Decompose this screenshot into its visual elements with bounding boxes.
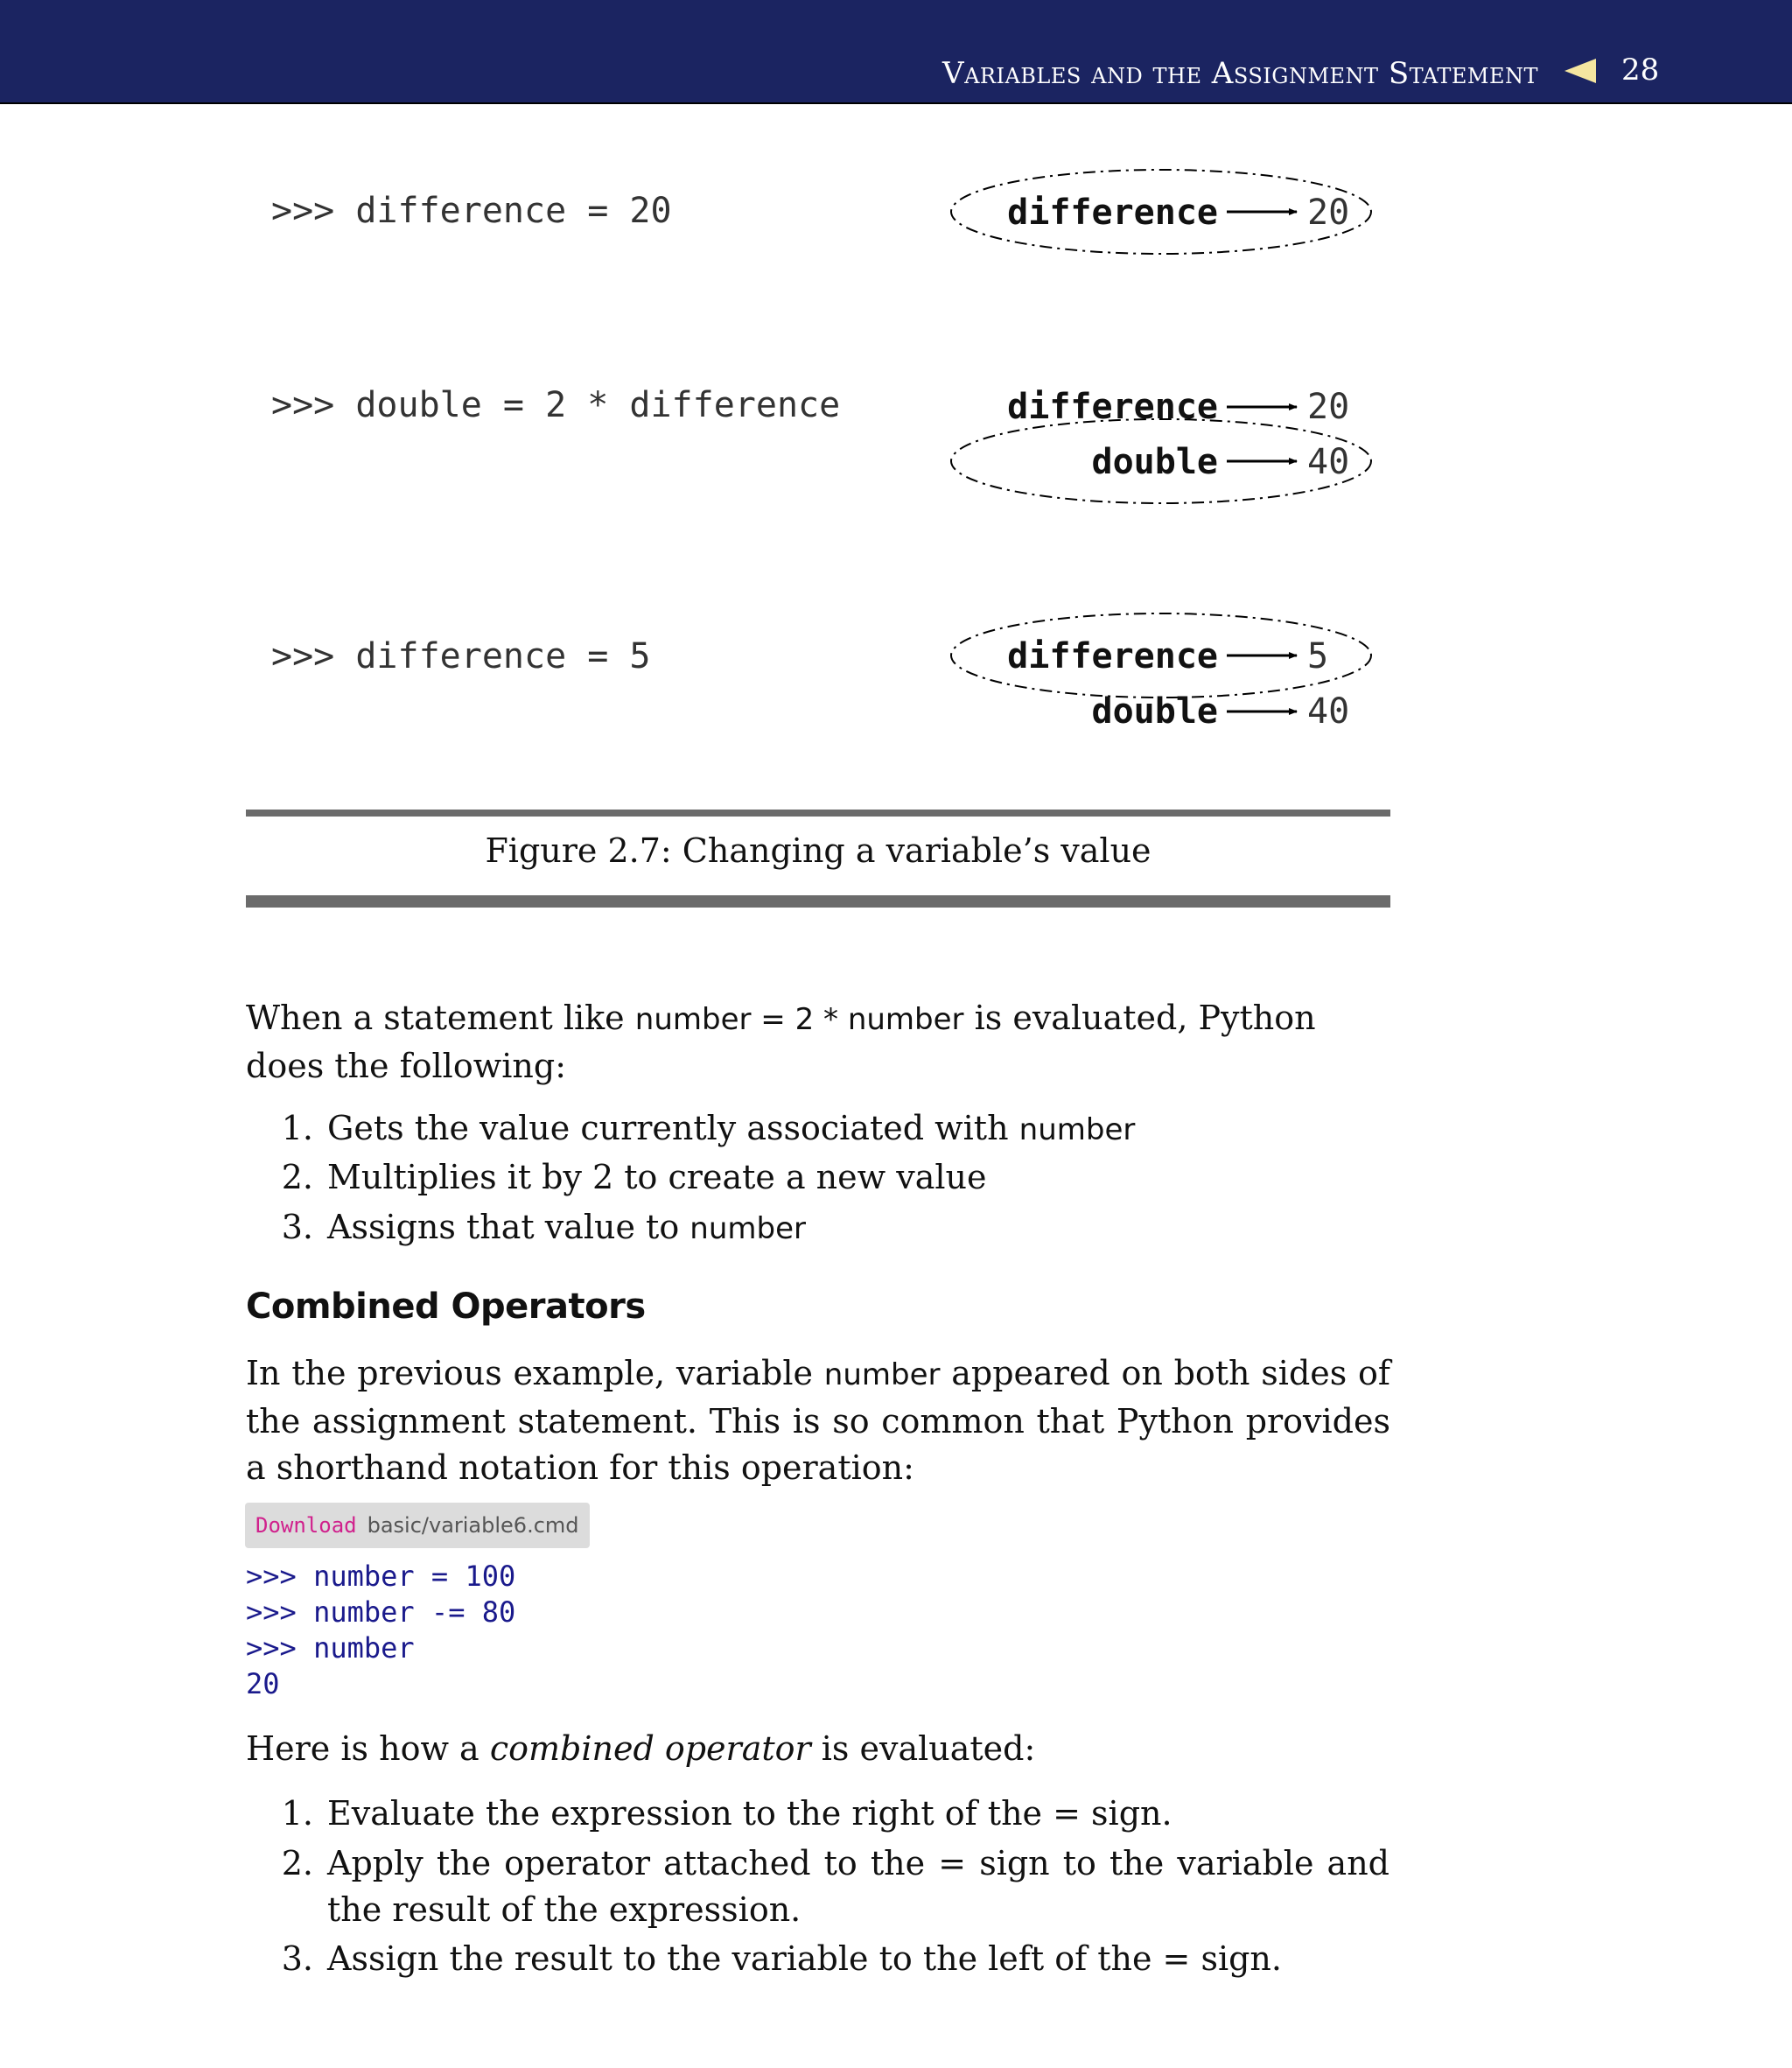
list-item: 2. Multiplies it by 2 to create a new value (281, 1158, 987, 1196)
download-link[interactable] (245, 1503, 590, 1548)
variable-name: difference (1007, 193, 1218, 233)
code-line: >>> number -= 80 (246, 1595, 516, 1629)
figure-bottom-rule (246, 895, 1390, 908)
variable-name: double (1091, 691, 1218, 732)
running-title: Variables and the Assignment Statement (942, 56, 1538, 91)
variable-value: 40 (1307, 691, 1350, 732)
figure-code-line: >>> difference = 20 (271, 191, 672, 231)
intro-paragraph: When a statement like number = 2 * number is evaluated, Python does the following: (246, 999, 1316, 1085)
variable-name: difference (1007, 387, 1218, 427)
inline-code: number (690, 1211, 806, 1246)
variable-value: 20 (1307, 387, 1350, 427)
page-number: 28 (1621, 53, 1660, 88)
inline-code: number = 2 * number (634, 1002, 964, 1037)
code-line: >>> number = 100 (246, 1560, 516, 1593)
inline-code: number (823, 1357, 941, 1392)
download-label[interactable]: Download (256, 1513, 357, 1538)
list-item: 1. Gets the value currently associated with number (281, 1109, 1136, 1147)
emphasis: combined operator (489, 1729, 811, 1768)
code-line: 20 (246, 1667, 280, 1700)
variable-value: 5 (1307, 636, 1329, 676)
figure-caption: Figure 2.7: Changing a variable’s value (485, 831, 1152, 870)
figure-top-rule (246, 810, 1390, 817)
list-item: 3. Assign the result to the variable to the left of the = sign. (281, 1939, 1282, 1978)
body-paragraph: In the previous example, variable number appeared on both sides of the assignment statement. This is so common that Python provides a shorthand notation for this operation: (246, 1354, 1390, 1487)
section-heading: Combined Operators (246, 1286, 646, 1327)
list-item: 1. Evaluate the expression to the right of the = sign. (281, 1794, 1172, 1833)
variable-value: 40 (1307, 442, 1350, 482)
variable-name: double (1091, 442, 1218, 482)
figure-code-line: >>> double = 2 * difference (271, 385, 841, 425)
figure-code-line: >>> difference = 5 (271, 636, 651, 676)
download-path: basic/variable6.cmd (367, 1513, 579, 1538)
list-item: 2. Apply the operator attached to the = sign to the variable and the result of the expression. (281, 1844, 1390, 1929)
figure-2-7 (0, 0, 1792, 928)
variable-value: 20 (1307, 193, 1350, 233)
combined-paragraph: Here is how a combined operator is evaluated: (246, 1729, 1036, 1768)
variable-name: difference (1007, 636, 1218, 676)
list-item: 3. Assigns that value to number (281, 1208, 806, 1246)
code-line: >>> number (246, 1631, 415, 1665)
inline-code: number (1018, 1112, 1136, 1147)
variable-diagram (0, 0, 1792, 928)
